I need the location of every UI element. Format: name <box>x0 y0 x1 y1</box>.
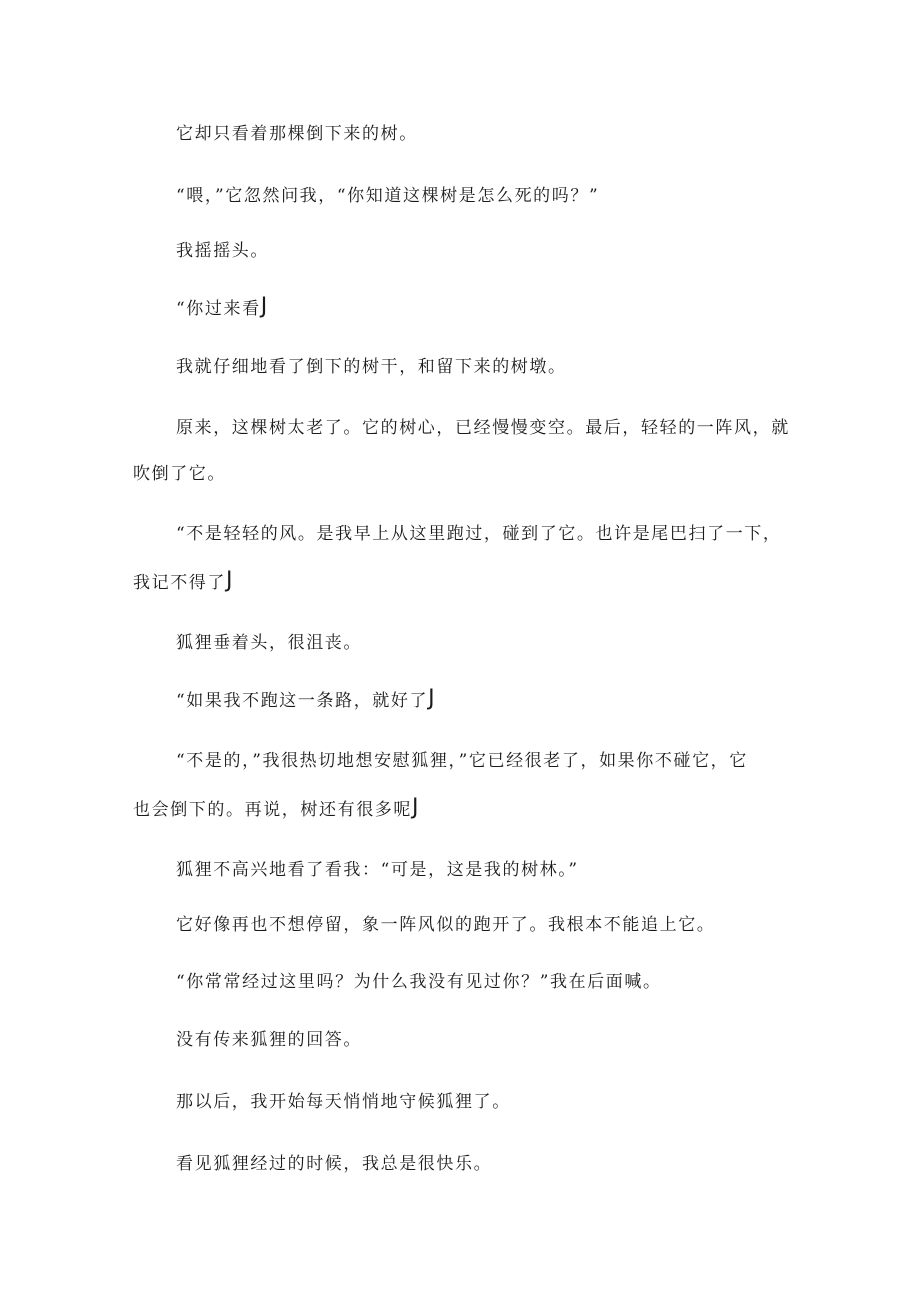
line-text: 狐狸不高兴地看了看我：“可是，这是我的树林。” <box>176 860 579 880</box>
line-text: 狐狸垂着头，很沮丧。 <box>176 633 362 653</box>
ocr-artifact-glyph: J <box>428 686 435 711</box>
paragraph-line <box>176 524 782 544</box>
line-text: “你过来看 <box>176 299 261 319</box>
paragraph-line <box>133 568 233 593</box>
paragraph-line <box>176 418 790 438</box>
paragraph-line <box>176 1030 362 1050</box>
line-text: “不是轻轻的风。是我早上从这里跑过，碰到了它。也许是尾巴扫了一下， <box>176 524 782 544</box>
paragraph-line <box>176 124 418 144</box>
line-text: 看见狐狸经过的时候，我总是很快乐。 <box>176 1154 493 1174</box>
paragraph-line <box>176 357 567 377</box>
ocr-artifact-glyph: J <box>412 795 419 820</box>
line-text: 我记不得了 <box>133 573 226 593</box>
ocr-artifact-glyph: J <box>226 568 233 593</box>
paragraph-line <box>176 186 599 206</box>
line-text: 吹倒了它。 <box>133 464 226 484</box>
ocr-artifact-glyph: J <box>260 294 268 319</box>
line-text: 我就仔细地看了倒下的树干，和留下来的树墩。 <box>176 357 567 377</box>
line-text: 它却只看着那棵倒下来的树。 <box>176 124 418 144</box>
paragraph-line <box>176 1154 492 1174</box>
line-text: “你常常经过这里吗？为什么我没有见过你？”我在后面喊。 <box>176 972 662 992</box>
paragraph-line <box>176 751 748 771</box>
paragraph-line <box>176 633 362 653</box>
line-text: 也会倒下的。再说，树还有很多呢 <box>133 800 412 820</box>
line-text: 那以后，我开始每天悄悄地守候狐狸了。 <box>176 1092 511 1112</box>
paragraph-line <box>176 686 435 711</box>
line-text: “如果我不跑这一条路，就好了 <box>176 691 429 711</box>
paragraph-line <box>176 972 662 992</box>
paragraph-line <box>176 241 269 261</box>
line-text: 原来，这棵树太老了。它的树心，已经慢慢变空。最后，轻轻的一阵风，就 <box>176 418 790 438</box>
line-text: 它好像再也不想停留，象一阵风似的跑开了。我根本不能追上它。 <box>176 915 716 935</box>
paragraph-line <box>176 1092 511 1112</box>
paragraph-line <box>133 464 226 484</box>
paragraph-line <box>176 860 579 880</box>
paragraph-line <box>133 795 419 820</box>
paragraph-line <box>176 915 715 935</box>
line-text: 没有传来狐狸的回答。 <box>176 1030 362 1050</box>
line-text: “不是的，”我很热切地想安慰狐狸，”它已经很老了，如果你不碰它，它 <box>176 751 748 771</box>
line-text: “喂，”它忽然问我，“你知道这棵树是怎么死的吗？” <box>176 186 600 206</box>
paragraph-line <box>176 294 268 319</box>
line-text: 我摇摇头。 <box>176 241 269 261</box>
